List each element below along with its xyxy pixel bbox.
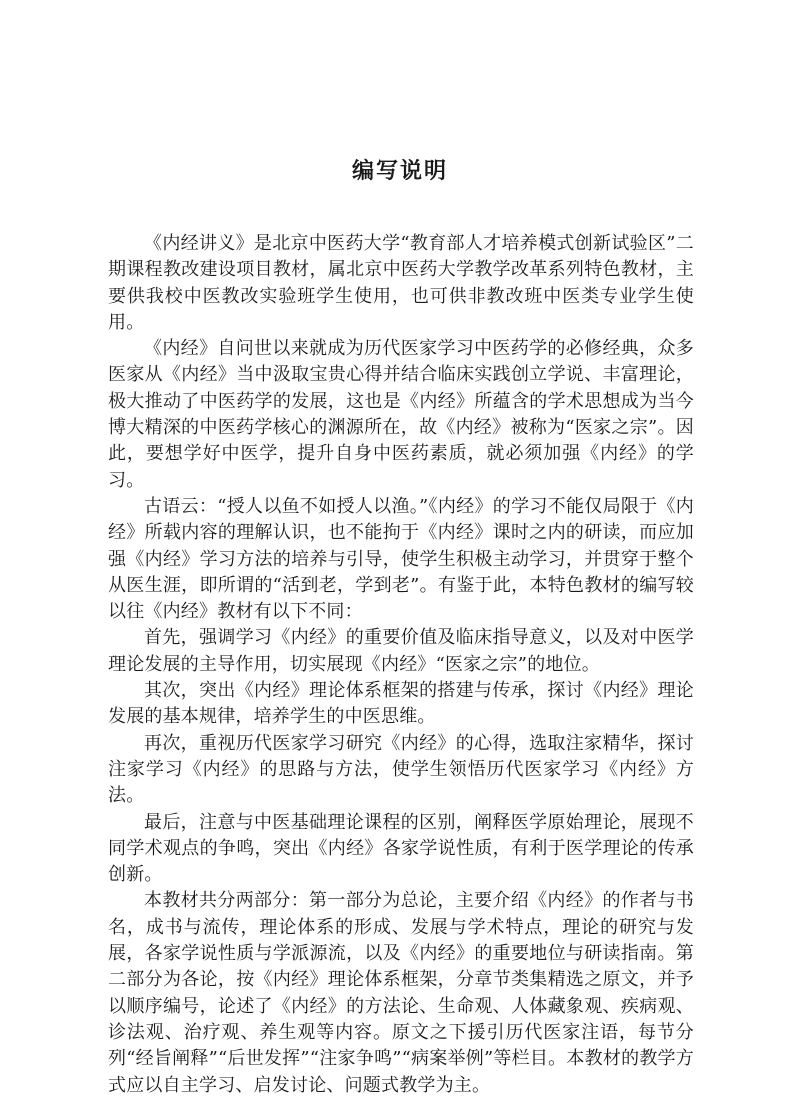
page-title: 编写说明 <box>351 158 448 184</box>
paragraph-learning-method: 古语云：“授人以鱼不如授人以渔。”《内经》的学习不能仅局限于《内经》所载内容的理解认识，也不能拘于《内经》课时之内的研读，而应加强《内经》学习方法的培养与引导，使学生积极主动学习，并贯穿于整个从医生涯，即所谓的“活到老，学到老”。有鉴于此，本特色教材的编写较以往《内经》教材有以下不同： <box>108 495 694 623</box>
paragraph-first: 首先，强调学习《内经》的重要价值及临床指导意义，以及对中医学理论发展的主导作用，切实展现《内经》“医家之宗”的地位。 <box>108 627 694 675</box>
paragraph-last: 最后，注意与中医基础理论课程的区别，阐释医学原始理论，展现不同学术观点的争鸣，突出《内经》各家学说性质，有利于医学理论的传承创新。 <box>108 811 694 886</box>
paragraph-importance: 《内经》自问世以来就成为历代医家学习中医药学的必修经典，众多医家从《内经》当中汲取宝贵心得并结合临床实践创立学说、丰富理论，极大推动了中医药学的发展，这也是《内经》所蕴含的学术思想成为当今博大精深的中医药学核心的渊源所在，故《内经》被称为“医家之宗”。因此，要想学好中医学，提升自身中医药素质，就必须加强《内经》的学习。 <box>108 338 694 491</box>
paragraph-third: 再次，重视历代医家学习研究《内经》的心得，选取注家精华，探讨注家学习《内经》的思路与方法，使学生领悟历代医家学习《内经》方法。 <box>108 732 694 807</box>
paragraph-structure: 本教材共分两部分：第一部分为总论，主要介绍《内经》的作者与书名，成书与流传，理论体系的形成、发展与学术特点，理论的研究与发展，各家学说性质与学派源流，以及《内经》的重要地位与研读指南。第二部分为各论，按《内经》理论体系框架，分章节类集精选之原文，并予以顺序编号，论述了《内经》的方法论、生命观、人体藏象观、疾病观、诊法观、治疗观、养生观等内容。原文之下援引历代医家注语，每节分列“经旨阐释”“后世发挥”“注家争鸣”“病案举例”等栏目。本教材的教学方式应以自主学习、启发讨论、问题式教学为主。 <box>108 890 694 1096</box>
document-body <box>108 231 694 1099</box>
paragraph-second: 其次，突出《内经》理论体系框架的搭建与传承，探讨《内经》理论发展的基本规律，培养学生的中医思维。 <box>108 680 694 728</box>
paragraph-intro: 《内经讲义》是北京中医药大学“教育部人才培养模式创新试验区”二期课程教改建设项目教材，属北京中医药大学教学改革系列特色教材，主要供我校中医教改实验班学生使用，也可供非教改班中医类专业学生使用。 <box>108 233 694 333</box>
